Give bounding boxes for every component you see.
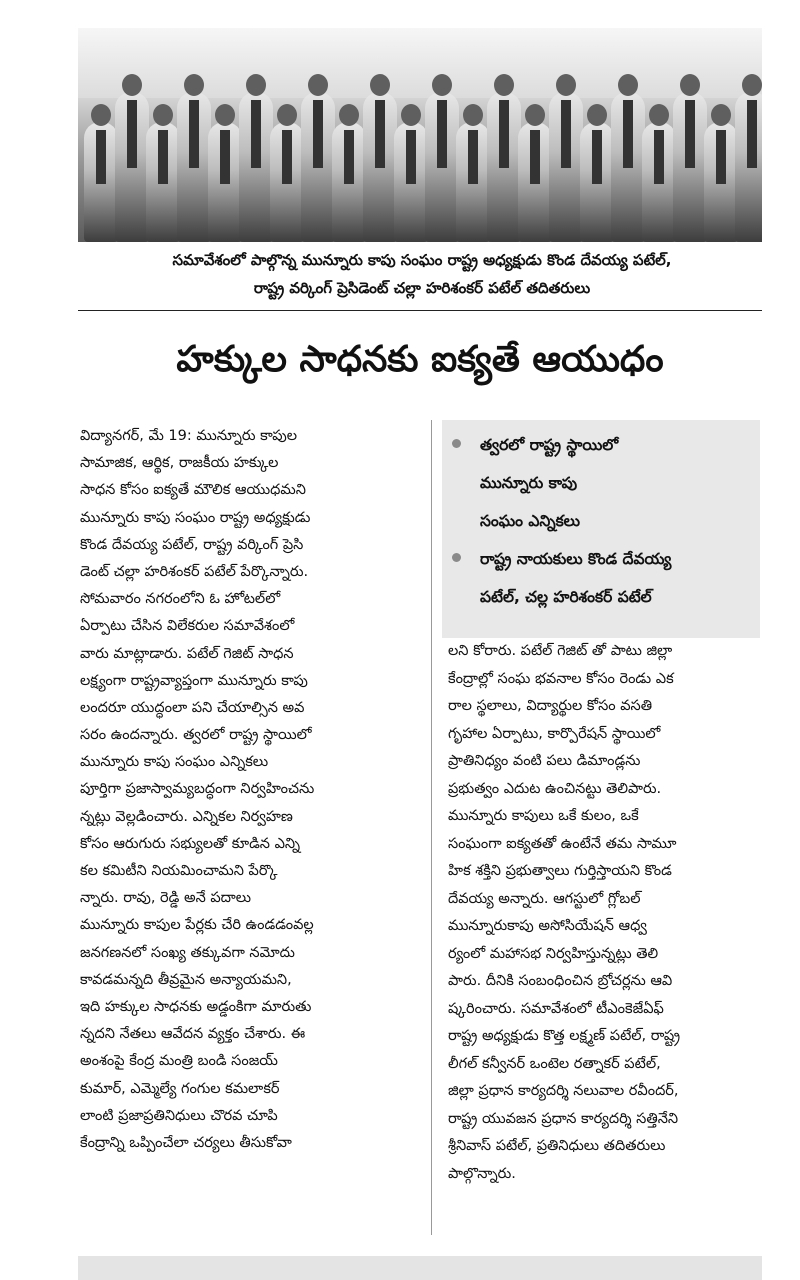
article-line: ష్కరించారు. సమావేశంలో టీఎంకెజేఏఫ్ — [448, 1000, 664, 1017]
column-divider — [431, 420, 432, 1235]
highlight-line: త్వరలో రాష్ట్ర స్థాయిలో — [480, 436, 619, 454]
photo-person-scarf — [530, 130, 540, 184]
bullet-icon — [452, 553, 461, 562]
highlight-line: మున్నూరు కాపు — [480, 474, 578, 492]
photo-person-scarf — [468, 130, 478, 184]
article-line: గృహాల ఏర్పాటు, కార్పొరేషన్ స్థాయిలో — [448, 725, 661, 742]
photo-person-head — [308, 74, 328, 96]
article-line: కల కమిటీని నియమించామని పేర్కొ — [80, 863, 278, 879]
photo-person-head — [711, 104, 731, 126]
article-line: వారు మాట్లాడారు. పటేల్ గెజిట్ సాధన — [80, 645, 294, 662]
article-line: ప్రాతినిధ్యం వంటి పలు డిమాండ్లను — [448, 753, 641, 769]
photo-person-scarf — [282, 130, 292, 184]
article-line: సంఘంగా ఐక్యతతో ఉంటేనే తమ సామూ — [448, 835, 677, 852]
article-line: ఏర్పాటు చేసిన విలేకరుల సమావేశంలో — [80, 618, 295, 635]
photo-person-head — [339, 104, 359, 126]
article-line: న్నారు. రావు, రెడ్డి అనే పదాలు — [80, 890, 252, 907]
article-line: కావడమన్నది తీవ్రమైన అన్యాయమని, — [80, 971, 292, 988]
photo-person-scarf — [158, 130, 168, 184]
photo-person-scarf — [561, 100, 571, 168]
photo-person-head — [463, 104, 483, 126]
article-line: సాధన కోసం ఐక్యతే మౌలిక ఆయుధమని — [80, 482, 306, 499]
article-line: మున్నూరుకాపు అసోసియేషన్ ఆధ్వ — [448, 918, 647, 934]
article-line: న్నట్లు వెల్లడించారు. ఎన్నికల నిర్వహణ — [80, 808, 293, 825]
article-line: హిక శక్తిని ప్రభుత్వాలు గుర్తిస్తాయని కొండ — [448, 863, 672, 879]
photo-person-head — [618, 74, 638, 96]
caption-divider — [78, 310, 762, 311]
photo-person-scarf — [685, 100, 695, 168]
photo-person-scarf — [127, 100, 137, 168]
photo-caption — [82, 246, 762, 302]
article-line: లందరూ యుద్ధంలా పని చేయాల్సిన అవ — [80, 699, 305, 716]
photo-person-head — [742, 74, 762, 96]
article-right-column — [448, 638, 762, 1188]
article-line: కేంద్రాన్ని ఒప్పించేలా చర్యలు తీసుకోవా — [80, 1134, 292, 1151]
photo-person-scarf — [220, 130, 230, 184]
article-line: అంశంపై కేంద్ర మంత్రి బండి సంజయ్ — [80, 1053, 278, 1070]
photo-person-head — [153, 104, 173, 126]
highlights-box — [442, 420, 760, 638]
photo-person-scarf — [747, 100, 757, 168]
article-line: లీగల్ కన్వీనర్ ఒంటెల రత్నాకర్ పటేల్, — [448, 1055, 661, 1072]
article-line: లని కోరారు. పటేల్ గెజిట్ తో పాటు జిల్లా — [448, 643, 673, 659]
article-line: మున్నూరు కాపులు ఒకే కులం, ఒకే — [448, 808, 639, 824]
photo-person-head — [649, 104, 669, 126]
photo-person-scarf — [499, 100, 509, 168]
article-line: ఇది హక్కుల సాధనకు అడ్డంకిగా మారుతు — [80, 998, 312, 1015]
article-left-column — [80, 423, 420, 1157]
article-line: జిల్లా ప్రధాన కార్యదర్శి నలువాల రవీందర్, — [448, 1083, 679, 1099]
article-line: శ్రీనివాస్ పటేల్, ప్రతినిధులు తదితరులు — [448, 1138, 666, 1154]
article-line: లాంటి ప్రజాప్రతినిధులు చొరవ చూపి — [80, 1107, 278, 1124]
article-line: సామాజిక, ఆర్థిక, రాజకీయ హక్కుల — [80, 455, 279, 472]
photo-person-scarf — [406, 130, 416, 184]
photo-person-head — [556, 74, 576, 96]
photo-person-head — [494, 74, 514, 96]
article-line: మున్నూరు కాపు సంఘం రాష్ట్ర అధ్యక్షుడు — [80, 509, 311, 526]
article-line: లక్ష్యంగా రాష్ట్రవ్యాప్తంగా మున్నూరు కాపు — [80, 672, 308, 689]
article-line: పాల్గొన్నారు. — [448, 1165, 516, 1182]
article-line: మున్నూరు కాపుల పేర్లకు చేరి ఉండడంవల్ల — [80, 917, 314, 934]
photo-person-head — [525, 104, 545, 126]
photo-wall — [78, 28, 762, 98]
photo-person-head — [246, 74, 266, 96]
article-line: డెంట్ చల్లా హరిశంకర్ పటేల్ పేర్కొన్నారు. — [80, 563, 309, 580]
photo-person-scarf — [654, 130, 664, 184]
group-photo — [78, 28, 762, 242]
article-line: కొండ దేవయ్య పటేల్, రాష్ట్ర వర్కింగ్ ప్రెసి — [80, 536, 304, 553]
highlight-line: పటేల్, చల్ల హరిశంకర్ పటేల్ — [480, 588, 652, 606]
article-line: రాష్ట్ర యువజన ప్రధాన కార్యదర్శి సత్తినేని — [448, 1110, 679, 1127]
photo-person-scarf — [344, 130, 354, 184]
highlight-line: రాష్ట్ర నాయకులు కొండ దేవయ్య — [480, 550, 672, 568]
article-line: న్నదని నేతలు ఆవేదన వ్యక్తం చేశారు. ఈ — [80, 1026, 306, 1043]
photo-person-head — [680, 74, 700, 96]
photo-person-scarf — [96, 130, 106, 184]
photo-person-scarf — [313, 100, 323, 168]
photo-person-head — [587, 104, 607, 126]
article-line: దేవయ్య అన్నారు. ఆగస్టులో గ్లోబల్ — [448, 890, 641, 907]
article-headline: హక్కుల సాధనకు ఐక్యతే ఆయుధం — [176, 339, 664, 380]
bullet-icon — [452, 439, 461, 448]
caption-line-1: సమావేశంలో పాల్గొన్న మున్నూరు కాపు సంఘం రాష్ట్ర అధ్యక్షుడు కొండ దేవయ్య పటేల్, — [172, 251, 672, 269]
photo-person-head — [277, 104, 297, 126]
photo-person-scarf — [716, 130, 726, 184]
article-line: రాష్ట్ర అధ్యక్షుడు కొత్త లక్ష్మణ్ పటేల్, రాష్ట్ర — [448, 1028, 681, 1044]
photo-person-scarf — [251, 100, 261, 168]
photo-person-scarf — [592, 130, 602, 184]
article-line: పూర్తిగా ప్రజాస్వామ్యబద్ధంగా నిర్వహించను — [80, 781, 315, 798]
article-line: విద్యానగర్, మే 19: మున్నూరు కాపుల — [80, 428, 298, 444]
article-line: కోసం ఆరుగురు సభ్యులతో కూడిన ఎన్ని — [80, 835, 301, 852]
article-line: కుమార్, ఎమ్మెల్యే గంగుల కమలాకర్ — [80, 1080, 280, 1097]
photo-person-scarf — [437, 100, 447, 168]
article-line: మున్నూరు కాపు సంఘం ఎన్నికలు — [80, 754, 269, 771]
article-line: ర్యంలో మహాసభ నిర్వహిస్తున్నట్లు తెలి — [448, 945, 659, 962]
article-line: జనగణనలో సంఖ్య తక్కువగా నమోదు — [80, 944, 295, 961]
photo-person-scarf — [375, 100, 385, 168]
photo-person-head — [215, 104, 235, 126]
article-line: ప్రభుత్వం ఎదుట ఉంచినట్టు తెలిపారు. — [448, 780, 662, 797]
photo-person-scarf — [189, 100, 199, 168]
photo-person-head — [432, 74, 452, 96]
article-line: కేంద్రాల్లో సంఘ భవనాల కోసం రెండు ఎక — [448, 670, 674, 687]
caption-line-2: రాష్ట్ర వర్కింగ్ ప్రెసిడెంట్ చల్లా హరిశంకర్ పటేల్ తదితరులు — [253, 279, 591, 297]
article-line: రాల స్థలాలు, విద్యార్థుల కోసం వసతి — [448, 698, 653, 714]
photo-person-head — [401, 104, 421, 126]
photo-person-head — [370, 74, 390, 96]
article-line: సోమవారం నగరంలోని ఓ హోటల్‌లో — [80, 591, 281, 608]
photo-person-head — [122, 74, 142, 96]
article-line: సరం ఉందన్నారు. త్వరలో రాష్ట్ర స్థాయిలో — [80, 727, 312, 744]
article-line: పారు. దీనికి సంబంధించిన బ్రోచర్లను ఆవి — [448, 973, 673, 989]
next-article-strip — [78, 1256, 762, 1280]
photo-person-scarf — [623, 100, 633, 168]
photo-person-head — [91, 104, 111, 126]
photo-person-head — [184, 74, 204, 96]
highlight-line: సంఘం ఎన్నికలు — [480, 512, 581, 530]
